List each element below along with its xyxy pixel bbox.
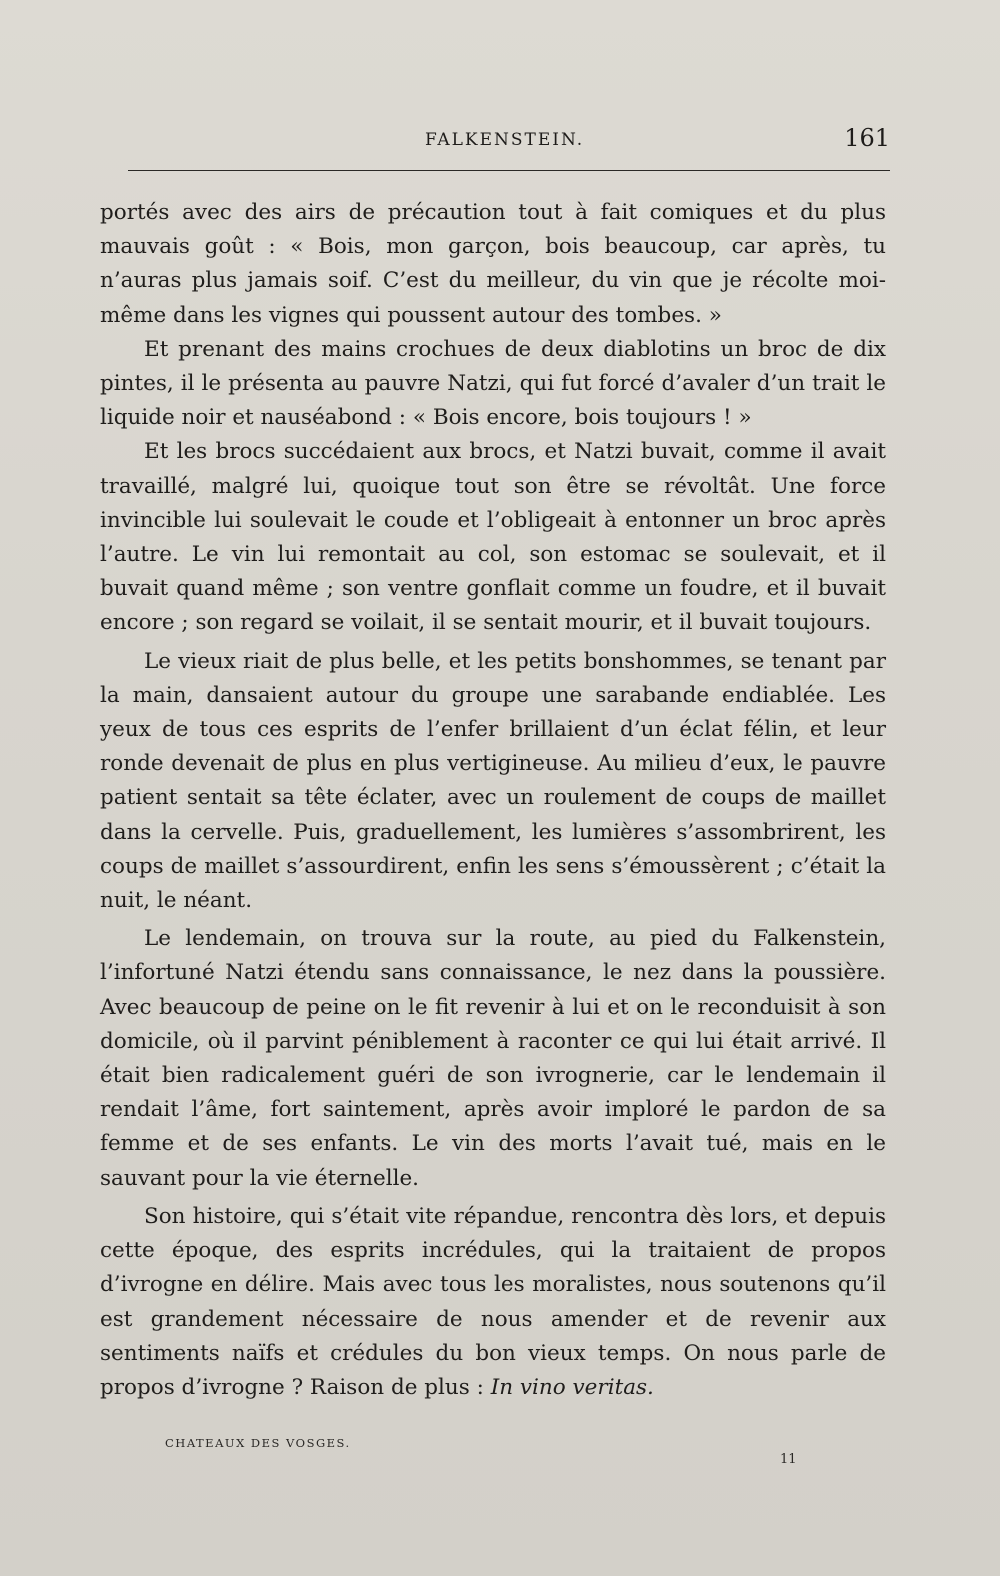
signature-mark: CHATEAUX DES VOSGES. [165, 1436, 351, 1450]
paragraph-6-text: Son histoire, qui s’était vite répandue, rencontra dès lors, et depuis cette époque, des esprits incrédules, qui la traitaient de propos d’ivrogne en délire. Mais avec tous les moralistes, nous soutenons qu’il est grandement nécessaire de nous amender et de revenir aux sentiments naïfs et crédules du bon vieux temps. On nous parle de propos d’ivrogne ? Raison de plus : [100, 1203, 886, 1400]
page-number: 161 [844, 124, 890, 152]
running-title: FALKENSTEIN. [425, 130, 585, 150]
paragraph-6 [100, 1200, 886, 1405]
running-head [120, 122, 890, 162]
paragraph-3: Et les brocs succédaient aux brocs, et Natzi buvait, comme il avait travaillé, malgré lui, quoique tout son être se révoltât. Une force invincible lui soulevait le coude et l’obligeait à entonner un broc après l’autre. Le vin lui remontait au col, son estomac se soulevait, et il buvait quand même ; son ventre gonflait comme un foudre, et il buvait encore ; son regard se voilait, il se sentait mourir, et il buvait toujours. [100, 439, 886, 636]
header-rule [128, 170, 890, 171]
paragraph-2: Et prenant des mains crochues de deux diablotins un broc de dix pintes, il le présenta au pauvre Natzi, qui fut forcé d’avaler d’un trait le liquide noir et nauséabond : « Bois encore, bois toujours ! » [100, 336, 886, 431]
body-text [100, 196, 886, 1405]
sheet-number: 11 [780, 1452, 797, 1467]
paragraph-5: Le lendemain, on trouva sur la route, au pied du Falkenstein, l’infortuné Natzi étendu sans connaissance, le nez dans la poussière. Avec beaucoup de peine on le fit revenir à lui et on le reconduisit à son domicile, où il parvint péniblement à raconter ce qui lui était arrivé. Il était bien radicalement guéri de son ivrognerie, car le lendemain il rendait l’âme, fort saintement, après avoir imploré le pardon de sa femme et de ses enfants. Le vin des morts l’avait tué, mais en le sauvant pour la vie éternelle. [100, 926, 886, 1191]
paragraph-4: Le vieux riait de plus belle, et les petits bonshommes, se tenant par la main, dansaient autour du groupe une sarabande endiablée. Les yeux de tous ces esprits de l’enfer brillaient d’un éclat félin, et leur ronde devenait de plus en plus vertigineuse. Au milieu d’eux, le pauvre patient sentait sa tête éclater, avec un roulement de coups de maillet dans la cervelle. Puis, graduellement, les lumières s’assombrirent, les coups de maillet s’assourdirent, enfin les sens s’émoussèrent ; c’était la nuit, le néant. [100, 648, 886, 914]
paragraph-1: portés avec des airs de précaution tout à fait comiques et du plus mauvais goût : « Bois, mon garçon, bois beaucoup, car après, tu n’auras plus jamais soif. C’est du meilleur, du vin que je récolte moi-même dans les vignes qui poussent autour des tombes. » [100, 200, 886, 328]
closing-latin-phrase: In vino veritas. [490, 1374, 654, 1400]
